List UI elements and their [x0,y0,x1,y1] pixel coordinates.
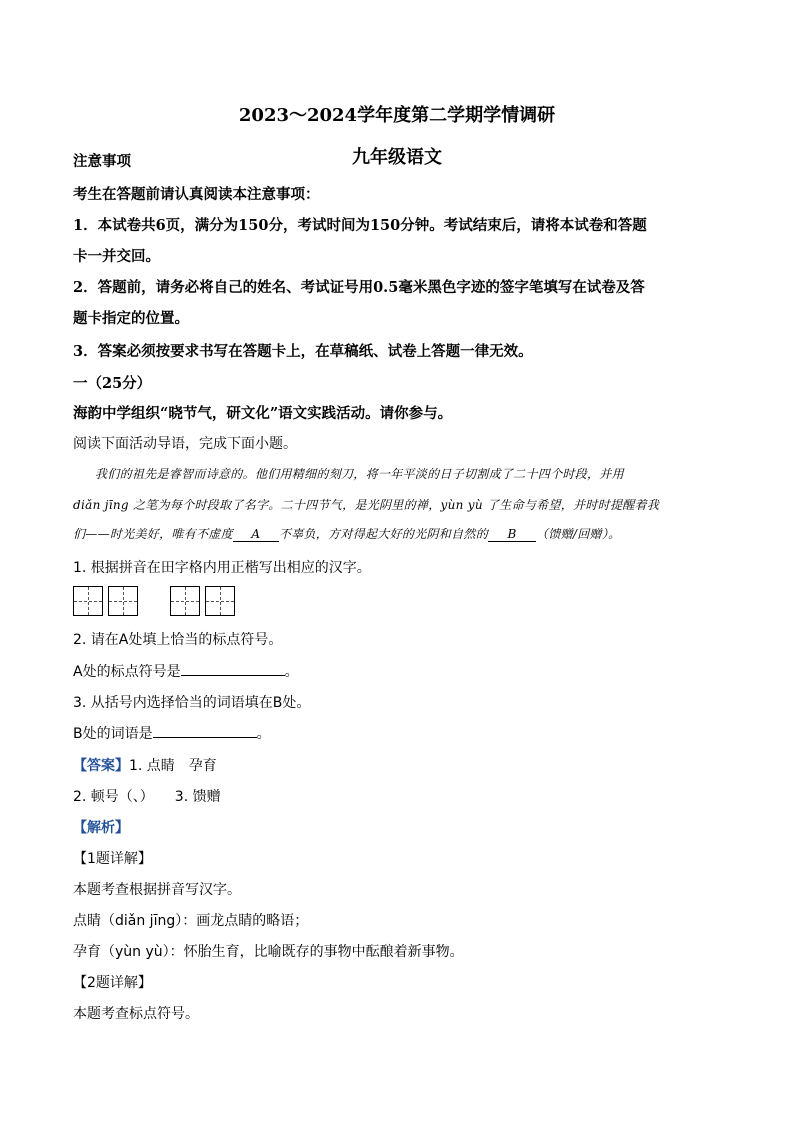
question-2: 2. 请在A处填上恰当的标点符号。 [73,632,283,648]
notice-heading: 注意事项 [73,153,131,170]
analysis-tag: 【解析】 [73,820,129,836]
question-3-end: 。 [256,726,271,742]
question-2-answer-line [73,661,754,681]
answer-line-2: 2. 顿号（、） 3. 馈赠 [73,789,221,805]
passage-line-1: 我们的祖先是睿智而诗意的。他们用精细的刻刀，将一年平淡的日子切割成了二十四个时段，并用 [95,467,624,481]
activity-intro: 海韵中学组织“晓节气，研文化”语文实践活动。请你参与。 [73,405,453,422]
passage-line-3-part-a: 们——时光美好，唯有不虚度 [73,527,233,541]
question-3-answer-blank[interactable] [153,737,257,738]
notice-item-1-line-2: 卡一并交回。 [73,248,160,265]
question-2-end: 。 [284,664,299,680]
analysis-q2-text: 本题考查标点符号。 [73,1006,199,1022]
answer-text-1: 1. 点睛 孕育 [129,758,217,774]
analysis-q1-item-1: 点睛（diǎn jīng）：画龙点睛的略语； [73,913,309,929]
analysis-q2-header: 【2题详解】 [73,975,152,991]
tianzige-box-3[interactable] [170,586,200,616]
passage-line-2: diǎn jīng 之笔为每个时段取了名字。二十四节气，是光阴里的禅，yùn yù 了生命与希望，并时时提醒着我 [73,498,660,512]
blank-a: A [233,527,279,542]
section-label: 一（25分） [73,375,152,392]
passage-line-3-part-b: 不辜负，方对得起大好的光阴和自然的 [278,527,489,541]
notice-intro: 考生在答题前请认真阅读本注意事项： [73,186,320,203]
question-2-answer-blank[interactable] [181,675,285,676]
analysis-q1-text: 本题考查根据拼音写汉字。 [73,882,241,898]
answer-line-1 [73,755,754,775]
passage-line-3-part-c: （馈赠/回赠）。 [536,527,621,541]
question-3-answer-label: B处的词语是 [73,726,153,742]
question-1: 1. 根据拼音在田字格内用正楷写出相应的汉字。 [73,560,371,576]
analysis-q1-header: 【1题详解】 [73,851,152,867]
notice-item-3: 3．答案必须按要求书写在答题卡上，在草稿纸、试卷上答题一律无效。 [73,343,533,360]
reading-instruction: 阅读下面活动导语，完成下面小题。 [73,436,297,452]
analysis-q1-item-2: 孕育（yùn yù）：怀胎生育，比喻既存的事物中酝酿着新事物。 [73,944,464,960]
notice-item-2-line-1: 2．答题前，请务必将自己的姓名、考试证号用0.5毫米黑色字迹的签字笔填写在试卷及答 [73,279,645,296]
exam-title: 2023～2024学年度第二学期学情调研 [238,105,556,126]
blank-b: B [488,527,536,542]
question-3-answer-line [73,723,754,743]
tianzige-box-4[interactable] [205,586,235,616]
answer-tag: 【答案】 [73,758,129,774]
passage-line-3 [73,525,754,542]
exam-subtitle: 九年级语文 [352,147,442,168]
tianzige-box-1[interactable] [73,586,103,616]
question-3: 3. 从括号内选择恰当的词语填在B处。 [73,695,311,711]
notice-item-1-line-1: 1．本试卷共6页，满分为150分，考试时间为150分钟。考试结束后，请将本试卷和答题 [73,217,647,234]
tianzige-box-2[interactable] [108,586,138,616]
notice-item-2-line-2: 题卡指定的位置。 [73,310,189,327]
question-2-answer-label: A处的标点符号是 [73,664,181,680]
